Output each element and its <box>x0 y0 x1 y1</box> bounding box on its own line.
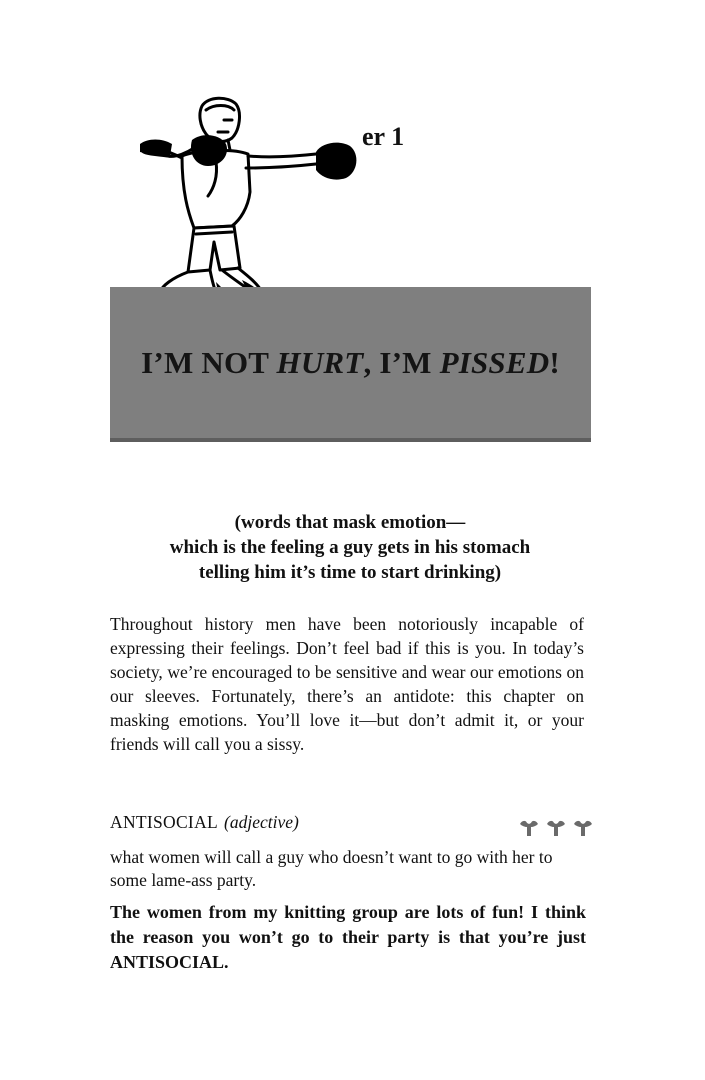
entry-example: The women from my knitting group are lots of fun! I think the reason you won’t go to their party is that you’re just ANTISOCIAL. <box>110 902 586 972</box>
subtitle-line: which is the feeling a guy gets in his stomach <box>169 537 531 558</box>
entry-part-of-speech: (adjective) <box>224 812 299 832</box>
entry-definition: what women will call a guy who doesn’t want to go with her to some lame-ass party. <box>110 847 553 890</box>
intro-paragraph: Throughout history men have been notoriously incapable of expressing their feelings. Don’t feel bad if this is you. In today’s society, we’re encouraged to be sensitive and wear our emotions on our sleeves. Fortunately, there’s an antidote: this chapter on masking emotions. You’ll love it—but don’t admit it, or your friends will call you a sissy. <box>110 614 584 754</box>
entry-heading <box>110 812 594 838</box>
chapter-title-band <box>110 287 591 442</box>
boxer-illustration <box>132 92 372 292</box>
subtitle-line: telling him it’s time to start drinking) <box>198 562 502 583</box>
flexing-arms-icon <box>518 818 594 838</box>
chapter-label: er 1 <box>362 122 405 151</box>
chapter-title: I’M NOT HURT, I’M PISSED! <box>141 344 560 380</box>
entry-term: ANTISOCIAL <box>110 812 218 832</box>
subtitle-line: (words that mask emotion— <box>234 512 466 533</box>
chapter-subtitle <box>100 510 600 585</box>
